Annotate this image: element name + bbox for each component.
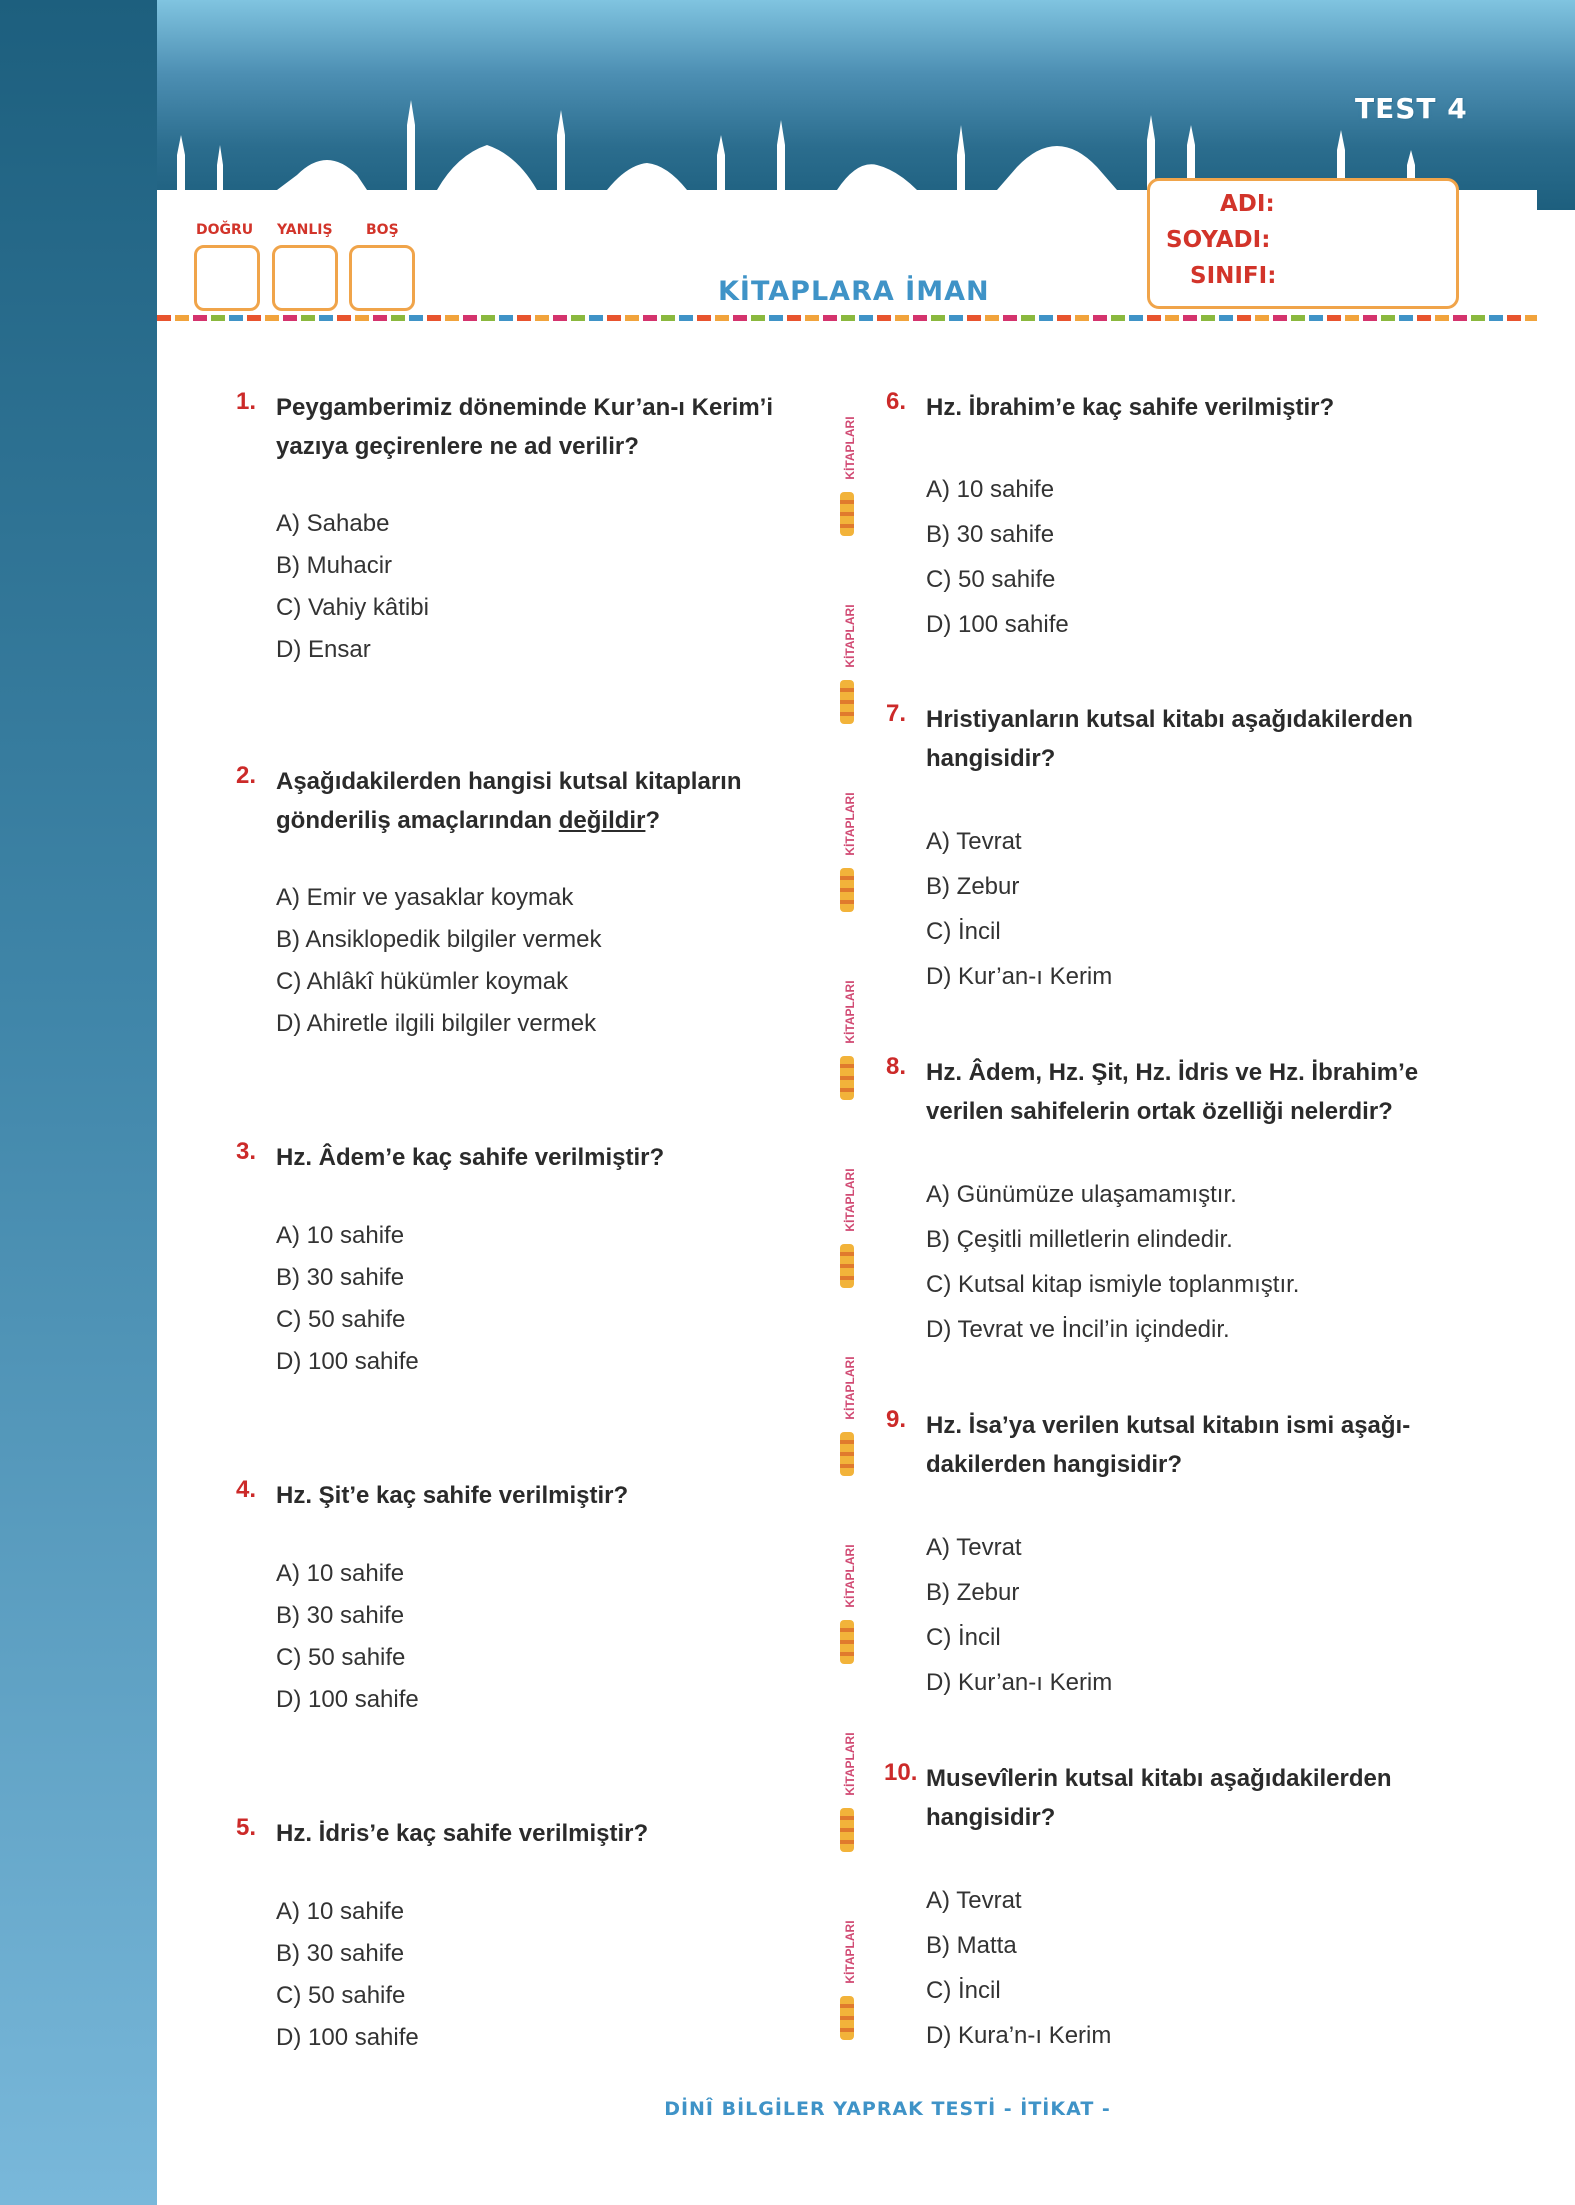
watermark	[832, 588, 862, 708]
watermark-text: KİTAPLARI	[843, 980, 857, 1044]
answer-option[interactable]: C) İncil	[926, 1624, 1001, 1651]
answer-option[interactable]: A) 10 sahife	[926, 476, 1055, 503]
answer-option[interactable]: C) 50 sahife	[926, 566, 1056, 593]
publisher-logo-icon	[840, 680, 854, 724]
empty-count-box[interactable]	[349, 245, 415, 311]
question-line: Hz. İbrahim’e kaç sahife verilmiştir?	[926, 394, 1335, 421]
answer-option[interactable]: B) Matta	[926, 1932, 1017, 1959]
answer-option[interactable]: A) 10 sahife	[276, 1898, 405, 1925]
question-line: hangisidir?	[926, 1804, 1056, 1831]
watermark	[832, 1716, 862, 1836]
question-text	[276, 1138, 664, 1177]
question-number: 4.	[236, 1476, 257, 1503]
answer-option[interactable]: C) İncil	[926, 1977, 1001, 2004]
question-line: hangisidir?	[926, 745, 1056, 772]
question-punctuation: ?	[645, 807, 661, 834]
wrong-count-box[interactable]	[272, 245, 338, 311]
answer-option[interactable]: D) Kura’n-ı Kerim	[926, 2022, 1112, 2049]
answer-option[interactable]: D) 100 sahife	[276, 1686, 419, 1713]
watermark-text: KİTAPLARI	[843, 1356, 857, 1420]
watermark	[832, 964, 862, 1084]
watermark	[832, 1904, 862, 2024]
answer-option[interactable]: D) Kur’an-ı Kerim	[926, 963, 1113, 990]
question-number: 9.	[886, 1406, 907, 1433]
question-line: yazıya geçirenlere ne ad verilir?	[276, 433, 639, 460]
watermark-text: KİTAPLARI	[843, 1168, 857, 1232]
question-number: 6.	[886, 388, 907, 415]
question-text	[926, 1759, 1392, 1837]
student-info-box[interactable]	[1147, 178, 1459, 309]
answer-option[interactable]: A) Emir ve yasaklar koymak	[276, 884, 574, 911]
question-text	[276, 1476, 628, 1515]
answer-option[interactable]: C) 50 sahife	[276, 1644, 406, 1671]
publisher-logo-icon	[840, 1244, 854, 1288]
question-text	[276, 762, 741, 840]
question-line: Hristiyanların kutsal kitabı aşağıdakilerden	[926, 706, 1413, 733]
publisher-logo-icon	[840, 492, 854, 536]
correct-label: DOĞRU	[196, 222, 254, 238]
watermark-text: KİTAPLARI	[843, 416, 857, 480]
question-number: 8.	[886, 1053, 907, 1080]
answer-option[interactable]: B) 30 sahife	[276, 1264, 405, 1291]
publisher-logo-icon	[840, 1432, 854, 1476]
question-text	[276, 388, 773, 466]
dashed-divider	[157, 315, 1537, 321]
question-line: Musevîlerin kutsal kitabı aşağıdakilerden	[926, 1765, 1392, 1792]
watermark	[832, 1152, 862, 1272]
answer-option[interactable]: C) İncil	[926, 918, 1001, 945]
answer-option[interactable]: D) Kur’an-ı Kerim	[926, 1669, 1113, 1696]
question-text	[276, 1814, 648, 1853]
answer-option[interactable]: A) Tevrat	[926, 1534, 1022, 1561]
question-line: Aşağıdakilerden hangisi kutsal kitapların	[276, 768, 742, 795]
name-label: ADI:	[1220, 191, 1275, 217]
answer-option[interactable]: C) 50 sahife	[276, 1982, 406, 2009]
publisher-logo-icon	[840, 1620, 854, 1664]
answer-option[interactable]: B) Muhacir	[276, 552, 393, 579]
watermark-text: KİTAPLARI	[843, 1544, 857, 1608]
class-label: SINIFI:	[1190, 263, 1277, 289]
answer-option[interactable]: B) Çeşitli milletlerin elindedir.	[926, 1226, 1233, 1253]
answer-option[interactable]: B) Zebur	[926, 1579, 1020, 1606]
wrong-label: YANLIŞ	[277, 222, 333, 238]
answer-option[interactable]: B) 30 sahife	[276, 1940, 405, 1967]
question-text	[926, 388, 1334, 427]
question-number: 2.	[236, 762, 257, 789]
question-number: 3.	[236, 1138, 257, 1165]
watermark-text: KİTAPLARI	[843, 1732, 857, 1796]
question-number: 10.	[884, 1759, 918, 1786]
answer-option[interactable]: A) Tevrat	[926, 828, 1022, 855]
answer-option[interactable]: D) 100 sahife	[276, 1348, 419, 1375]
publisher-logo-icon	[840, 1808, 854, 1852]
correct-count-box[interactable]	[194, 245, 260, 311]
watermark	[832, 1340, 862, 1460]
watermark-text: KİTAPLARI	[843, 792, 857, 856]
question-line: dakilerden hangisidir?	[926, 1451, 1183, 1478]
watermark-text: KİTAPLARI	[843, 1920, 857, 1984]
answer-option[interactable]: A) Tevrat	[926, 1887, 1022, 1914]
answer-option[interactable]: C) 50 sahife	[276, 1306, 406, 1333]
empty-label: BOŞ	[366, 222, 399, 238]
column-divider	[830, 380, 864, 2040]
question-emphasis: değildir	[558, 807, 646, 834]
page-title: KİTAPLARA İMAN	[718, 276, 990, 307]
answer-option[interactable]: A) 10 sahife	[276, 1222, 405, 1249]
answer-option[interactable]: C) Vahiy kâtibi	[276, 594, 429, 621]
question-line: Hz. İsa’ya verilen kutsal kitabın ismi aşağı-	[926, 1412, 1411, 1439]
answer-option[interactable]: A) Günümüze ulaşamamıştır.	[926, 1181, 1237, 1208]
publisher-logo-icon	[840, 1056, 854, 1100]
question-line: Hz. İdris’e kaç sahife verilmiştir?	[276, 1820, 649, 1847]
footer	[0, 2098, 1575, 2120]
question-text	[926, 700, 1413, 778]
watermark-text: KİTAPLARI	[843, 604, 857, 668]
answer-option[interactable]: D) Ensar	[276, 636, 371, 663]
question-number: 5.	[236, 1814, 257, 1841]
answer-option[interactable]: A) Sahabe	[276, 510, 390, 537]
watermark	[832, 776, 862, 896]
question-line: Hz. Âdem, Hz. Şit, Hz. İdris ve Hz. İbrahim’e	[926, 1059, 1419, 1086]
answer-option[interactable]: C) Ahlâkî hükümler koymak	[276, 968, 569, 995]
question-line: verilen sahifelerin ortak özelliği nelerdir?	[926, 1098, 1393, 1125]
answer-option[interactable]: B) 30 sahife	[926, 521, 1055, 548]
answer-option[interactable]: D) Ahiretle ilgili bilgiler vermek	[276, 1010, 597, 1037]
question-line: gönderiliş amaçlarından	[276, 807, 559, 834]
answer-option[interactable]: A) 10 sahife	[276, 1560, 405, 1587]
answer-option[interactable]: D) 100 sahife	[926, 611, 1069, 638]
answer-option[interactable]: B) Ansiklopedik bilgiler vermek	[276, 926, 602, 953]
question-number: 7.	[886, 700, 907, 727]
question-line: Peygamberimiz döneminde Kur’an-ı Kerim’i	[276, 394, 774, 421]
answer-option[interactable]: D) Tevrat ve İncil’in içindedir.	[926, 1316, 1230, 1343]
surname-label: SOYADI:	[1166, 227, 1271, 253]
question-text	[926, 1406, 1410, 1484]
question-line: Hz. Şit’e kaç sahife verilmiştir?	[276, 1482, 629, 1509]
answer-option[interactable]: D) 100 sahife	[276, 2024, 419, 2051]
watermark	[832, 1528, 862, 1648]
answer-option[interactable]: B) 30 sahife	[276, 1602, 405, 1629]
question-number: 1.	[236, 388, 257, 415]
test-label: TEST 4	[1355, 92, 1468, 125]
question-text	[926, 1053, 1418, 1131]
footer-text: DİNÎ BİLGİLER YAPRAK TESTİ - İTİKAT -	[664, 2098, 1111, 2120]
question-line: Hz. Âdem’e kaç sahife verilmiştir?	[276, 1144, 665, 1171]
publisher-logo-icon	[840, 868, 854, 912]
publisher-logo-icon	[840, 1996, 854, 2040]
answer-option[interactable]: B) Zebur	[926, 873, 1020, 900]
left-band	[0, 0, 157, 2205]
watermark	[832, 400, 862, 520]
answer-option[interactable]: C) Kutsal kitap ismiyle toplanmıştır.	[926, 1271, 1300, 1298]
